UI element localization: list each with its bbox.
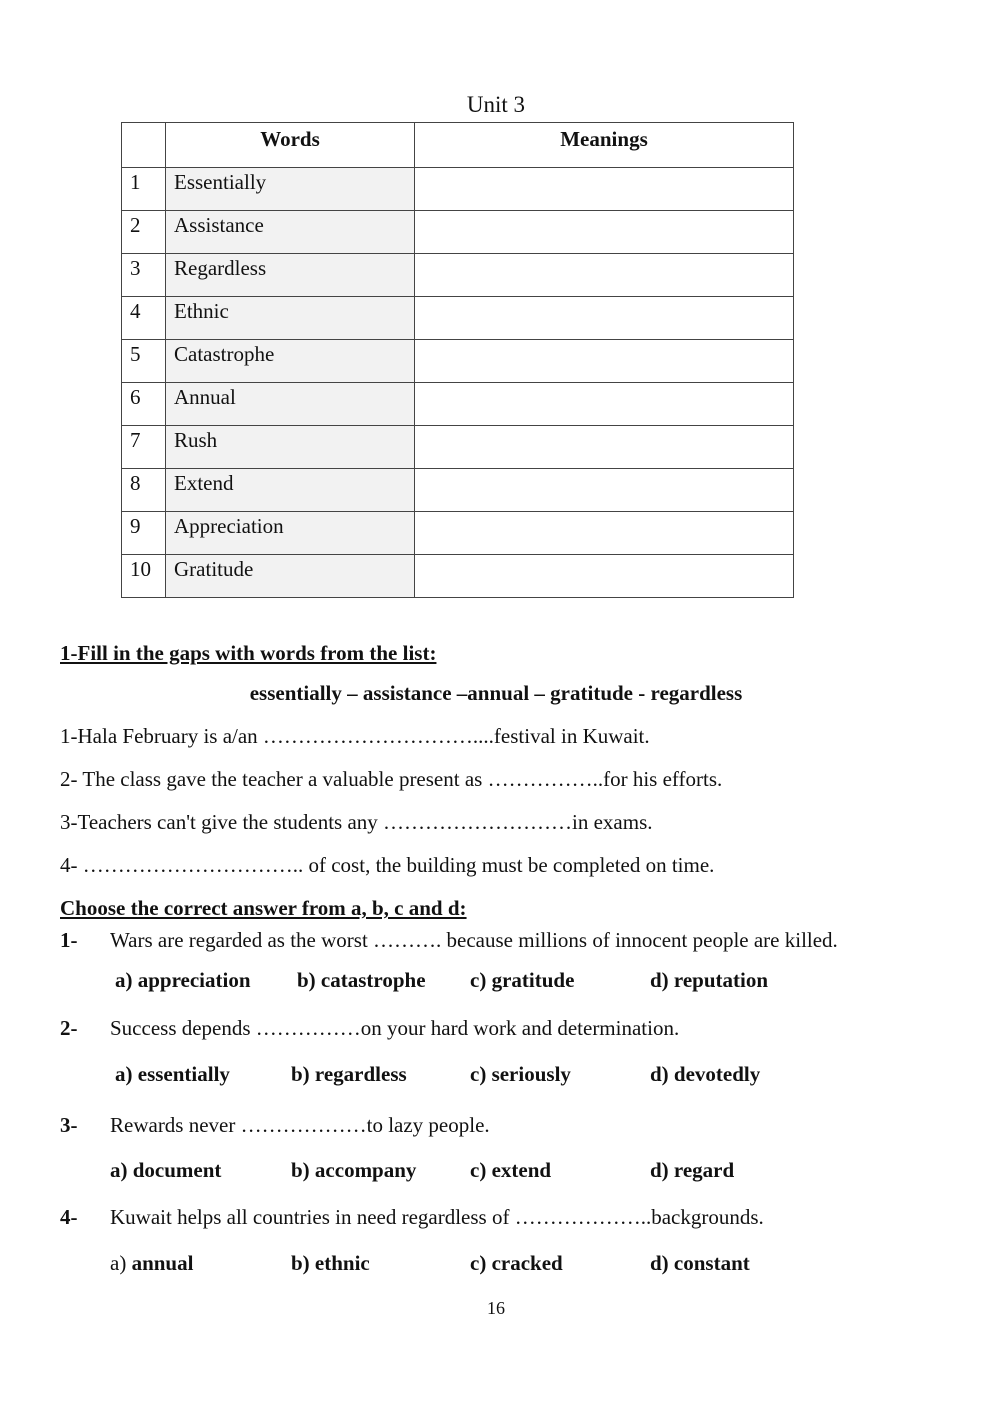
q4-option-a bbox=[110, 1251, 193, 1275]
row-meaning-field[interactable] bbox=[415, 555, 794, 598]
q1-option-c: c) gratitude bbox=[470, 968, 575, 992]
table-row bbox=[122, 168, 794, 211]
row-meaning-field[interactable] bbox=[415, 297, 794, 340]
row-number: 1 bbox=[122, 168, 166, 211]
row-meaning-field[interactable] bbox=[415, 426, 794, 469]
fill-sentence-2: 2- The class gave the teacher a valuable present as ……………..for his efforts. bbox=[60, 767, 723, 791]
q3-option-a: a) document bbox=[110, 1158, 222, 1182]
row-number: 3 bbox=[122, 254, 166, 297]
row-word: Rush bbox=[166, 426, 415, 469]
question-1-number: 1- bbox=[60, 928, 78, 952]
q4-option-d: d) constant bbox=[650, 1251, 750, 1275]
question-1-text: Wars are regarded as the worst ………. because millions of innocent people are killed. bbox=[110, 928, 838, 952]
row-word: Extend bbox=[166, 469, 415, 512]
q2-option-d: d) devotedly bbox=[650, 1062, 761, 1086]
row-meaning-field[interactable] bbox=[415, 254, 794, 297]
row-word: Essentially bbox=[166, 168, 415, 211]
question-3-number: 3- bbox=[60, 1113, 78, 1137]
row-number: 4 bbox=[122, 297, 166, 340]
row-word: Catastrophe bbox=[166, 340, 415, 383]
question-4-number: 4- bbox=[60, 1205, 78, 1229]
table-row bbox=[122, 340, 794, 383]
q3-option-c: c) extend bbox=[470, 1158, 552, 1182]
table-row bbox=[122, 426, 794, 469]
q2-option-b: b) regardless bbox=[291, 1062, 407, 1086]
row-word: Ethnic bbox=[166, 297, 415, 340]
row-meaning-field[interactable] bbox=[415, 211, 794, 254]
q4-option-a-word: annual bbox=[131, 1251, 194, 1275]
row-meaning-field[interactable] bbox=[415, 512, 794, 555]
header-words: Words bbox=[166, 123, 415, 168]
q1-option-b: b) catastrophe bbox=[297, 968, 426, 992]
row-number: 5 bbox=[122, 340, 166, 383]
choose-heading: Choose the correct answer from a, b, c and d: bbox=[60, 896, 467, 920]
row-word: Regardless bbox=[166, 254, 415, 297]
question-3-text: Rewards never ………………to lazy people. bbox=[110, 1113, 490, 1137]
question-2-number: 2- bbox=[60, 1016, 78, 1040]
question-4-text: Kuwait helps all countries in need regardless of ………………..backgrounds. bbox=[110, 1205, 764, 1229]
row-word: Annual bbox=[166, 383, 415, 426]
table-row bbox=[122, 383, 794, 426]
q2-option-c: c) seriously bbox=[470, 1062, 571, 1086]
row-number: 2 bbox=[122, 211, 166, 254]
table-row bbox=[122, 297, 794, 340]
table-row bbox=[122, 254, 794, 297]
header-number bbox=[122, 123, 166, 168]
row-meaning-field[interactable] bbox=[415, 469, 794, 512]
table-row bbox=[122, 555, 794, 598]
unit-title: Unit 3 bbox=[466, 92, 526, 117]
fill-gaps-heading: 1-Fill in the gaps with words from the list: bbox=[60, 641, 437, 665]
q4-option-c: c) cracked bbox=[470, 1251, 563, 1275]
row-number: 10 bbox=[122, 555, 166, 598]
table-header-row bbox=[122, 123, 794, 168]
row-number: 8 bbox=[122, 469, 166, 512]
row-meaning-field[interactable] bbox=[415, 383, 794, 426]
row-number: 7 bbox=[122, 426, 166, 469]
table-row bbox=[122, 211, 794, 254]
fill-sentence-3: 3-Teachers can't give the students any ………………………in exams. bbox=[60, 810, 653, 834]
row-meaning-field[interactable] bbox=[415, 168, 794, 211]
q3-option-b: b) accompany bbox=[291, 1158, 417, 1182]
row-meaning-field[interactable] bbox=[415, 340, 794, 383]
table-row bbox=[122, 512, 794, 555]
row-word: Appreciation bbox=[166, 512, 415, 555]
header-meanings: Meanings bbox=[415, 123, 794, 168]
vocabulary-table bbox=[121, 122, 794, 598]
word-list bbox=[0, 681, 992, 705]
q4-option-a-prefix: a) bbox=[110, 1251, 132, 1275]
page-number: 16 bbox=[487, 1298, 505, 1318]
row-number: 6 bbox=[122, 383, 166, 426]
question-2-text: Success depends ……………on your hard work and determination. bbox=[110, 1016, 680, 1040]
row-word: Assistance bbox=[166, 211, 415, 254]
word-list-text: essentially – assistance –annual – gratitude - regardless bbox=[249, 681, 743, 705]
row-word: Gratitude bbox=[166, 555, 415, 598]
q1-option-a: a) appreciation bbox=[115, 968, 251, 992]
q1-option-d: d) reputation bbox=[650, 968, 769, 992]
q3-option-d: d) regard bbox=[650, 1158, 735, 1182]
q4-option-b: b) ethnic bbox=[291, 1251, 370, 1275]
table-row bbox=[122, 469, 794, 512]
q2-option-a: a) essentially bbox=[115, 1062, 230, 1086]
fill-sentence-4: 4- ………………………….. of cost, the building must be completed on time. bbox=[60, 853, 715, 877]
row-number: 9 bbox=[122, 512, 166, 555]
fill-sentence-1: 1-Hala February is a/an …………………………....festival in Kuwait. bbox=[60, 724, 650, 748]
